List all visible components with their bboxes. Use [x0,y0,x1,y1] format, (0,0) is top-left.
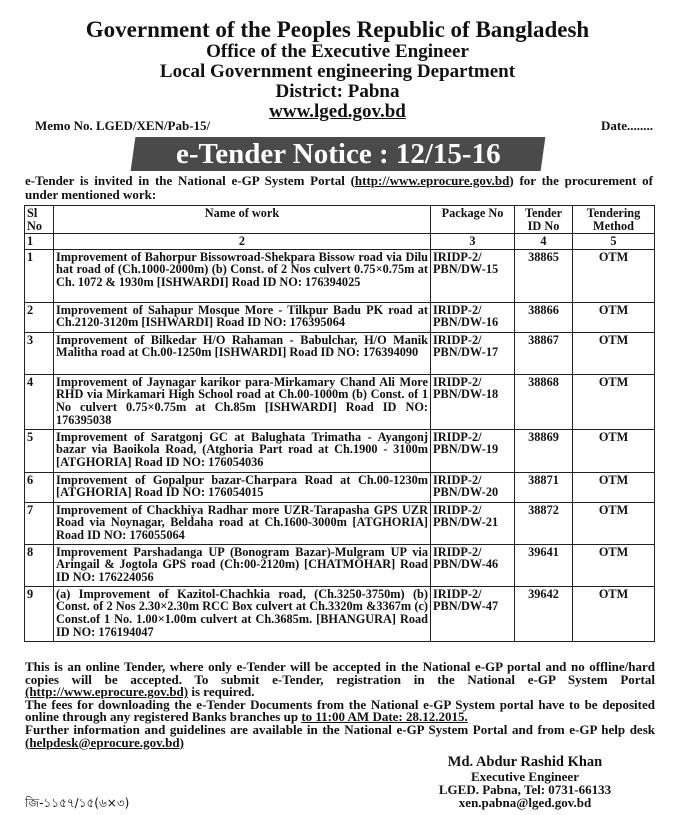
notice-banner [131,137,546,171]
row-sl: 9 [25,586,54,641]
header-name: Name of work [54,206,431,234]
row-work-name: Improvement of Jaynagar karikor para-Mirkamary Chand Ali More RHD via Mirkamari High School road at Ch.00-1000m (b) Const. of 1 No culvert 0.75×0.75m at Ch.85m [ISHWARDI] Road ID NO: 176395038 [54,374,431,429]
memo-number: Memo No. LGED/XEN/Pab-15/ [35,118,211,133]
office-email[interactable]: xen.pabna@lged.gov.bd [458,795,592,810]
online-tender-text: This is an online Tender, where only e-Tender will be accepted in the National e-GP portal and no offline/hard copies will be accepted. To submit e-Tender, registration in the National e-GP System Portal [25,659,655,687]
col-number: 3 [431,234,515,250]
online-tender-text-end: is required. [188,684,255,700]
office-contact: LGED. Pabna, Tel: 0731-66133 [438,782,612,797]
eprocure-link[interactable]: http://www.eprocure.gov.bd [354,173,510,188]
row-package: IRIDP-2/ PBN/DW-15 [431,249,515,302]
row-method: OTM [573,544,655,586]
intro-text-after: ) for the procurement of under mentioned work: [25,173,653,202]
government-print-code: জি-১১৫৭/১৫(৬×৩) [25,796,130,810]
row-sl: 2 [25,302,54,332]
row-tender-id: 38871 [515,472,573,502]
table-header-row [25,206,655,234]
works-table [24,205,655,642]
row-method: OTM [573,249,655,302]
row-package: IRIDP-2/ PBN/DW-16 [431,302,515,332]
header-sl: Sl No [25,206,54,234]
district-title: District: Pabna [275,81,400,102]
row-tender-id: 38868 [515,374,573,429]
helpdesk-text: Further information and guidelines are available in the National e-GP System Portal and from e-GP help desk [25,721,655,737]
intro-text-before: e-Tender is invited in the National e-GP System Portal ( [25,173,355,188]
row-tender-id: 39641 [515,544,573,586]
date-field: Date........ [601,118,653,133]
col-number: 4 [515,234,573,250]
signatory-name: Md. Abdur Rashid Khan [447,754,603,770]
row-package: IRIDP-2/ PBN/DW-18 [431,374,515,429]
fees-paragraph [25,696,655,725]
col-number: 1 [25,234,54,250]
row-method: OTM [573,472,655,502]
row-sl: 5 [25,429,54,472]
fees-text: The fees for downloading the e-Tender Documents from the National e-GP System portal have to be deposited online through any registered Banks branches up [25,696,655,725]
row-method: OTM [573,374,655,429]
col-number: 2 [54,234,431,250]
row-tender-id: 39642 [515,586,573,641]
department-title: Local Government engineering Department [159,61,516,82]
row-sl: 1 [25,249,54,302]
signatory-title: Executive Engineer [471,769,579,784]
table-row [25,332,655,374]
row-work-name: (a) Improvement of Kazitol-Chachkia road, (Ch.3250-3750m) (b) Const. of 2 Nos 2.30×2.30m RCC Box culvert at Ch.3320m &3367m (c) Const.of 1 No. 1.00×1.00m culvert at Ch.3685m. [BHANGURA] Road ID NO: 176194047 [54,586,431,641]
table-row [25,429,655,472]
table-row [25,472,655,502]
intro-paragraph [25,174,653,202]
table-row [25,374,655,429]
row-sl: 4 [25,374,54,429]
online-tender-paragraph [25,661,655,699]
row-sl: 3 [25,332,54,374]
row-work-name: Improvement of Bilkedar H/O Rahaman - Babulchar, H/O Manik Malitha road at Ch.00-1250m [ISHWARDI] Road ID NO: 176394090 [54,332,431,374]
row-package: IRIDP-2/ PBN/DW-46 [431,544,515,586]
row-work-name: Improvement of Sahapur Mosque More - Tilkpur Badu PK road at Ch.2120-3120m [ISHWARDI] Road ID NO: 176395064 [54,302,431,332]
header-method: Tendering Method [573,206,655,234]
footer-notes [25,661,655,749]
row-tender-id: 38865 [515,249,573,302]
table-row [25,502,655,544]
row-tender-id: 38869 [515,429,573,472]
row-tender-id: 38866 [515,302,573,332]
row-method: OTM [573,302,655,332]
row-work-name: Improvement of Bahorpur Bissowroad-Shekpara Bissow road via Dilu hat road of (Ch.1000-2000m) (b) Const. of 2 Nos culvert 0.75×0.75m at Ch. 1072 & 1930m [ISHWARDI] Road ID NO: 176394025 [54,249,431,302]
row-sl: 6 [25,472,54,502]
header-package: Package No [431,206,515,234]
row-package: IRIDP-2/ PBN/DW-47 [431,586,515,641]
table-row [25,302,655,332]
row-method: OTM [573,586,655,641]
helpdesk-paragraph [25,721,655,750]
row-work-name: Improvement of Gopalpur bazar-Charpara Road at Ch.00-1230m [ATGHORIA] Road ID NO: 176054015 [54,472,431,502]
government-title: Government of the Peoples Republic of Bangladesh [85,17,590,42]
row-tender-id: 38872 [515,502,573,544]
table-row [25,249,655,302]
row-method: OTM [573,429,655,472]
deadline-text: to 11:00 AM Date: 28.12.2015. [301,709,468,725]
table-row [25,544,655,586]
signature-block [400,755,650,809]
row-method: OTM [573,502,655,544]
header-tender-id: Tender ID No [515,206,573,234]
row-work-name: Improvement Parshadanga UP (Bonogram Bazar)-Mulgram UP via Aringail & Jogtola GPS road (Ch:00-2120m) [CHATMOHAR] Road ID NO: 176224056 [54,544,431,586]
row-method: OTM [573,332,655,374]
table-row [25,586,655,641]
column-number-row [25,234,655,250]
row-package: IRIDP-2/ PBN/DW-21 [431,502,515,544]
cropped-top-strip [0,0,675,6]
row-tender-id: 38867 [515,332,573,374]
website-link[interactable]: www.lged.gov.bd [269,101,406,122]
row-work-name: Improvement of Chackhiya Radhar more UZR-Tarapasha GPS UZR Road via Noynagar, Beldaha road at Ch.1600-3000m [ATGHORIA] Road ID NO: 176055064 [54,502,431,544]
letterhead [0,18,675,122]
row-work-name: Improvement of Saratgonj GC at Balughata Trimatha - Ayangonj bazar via Baoikola Road, (Atghoria Part road at Ch.1900 - 3100m [ATGHORIA] Road ID NO: 176054036 [54,429,431,472]
row-sl: 8 [25,544,54,586]
row-package: IRIDP-2/ PBN/DW-19 [431,429,515,472]
office-title: Office of the Executive Engineer [206,41,469,62]
row-package: IRIDP-2/ PBN/DW-20 [431,472,515,502]
notice-title: e-Tender Notice : 12/15-16 [175,138,501,170]
row-package: IRIDP-2/ PBN/DW-17 [431,332,515,374]
helpdesk-link[interactable]: (helpdesk@eprocure.gov.bd) [25,734,184,750]
col-number: 5 [573,234,655,250]
portal-link[interactable]: (http://www.eprocure.gov.bd) [25,684,189,700]
row-sl: 7 [25,502,54,544]
